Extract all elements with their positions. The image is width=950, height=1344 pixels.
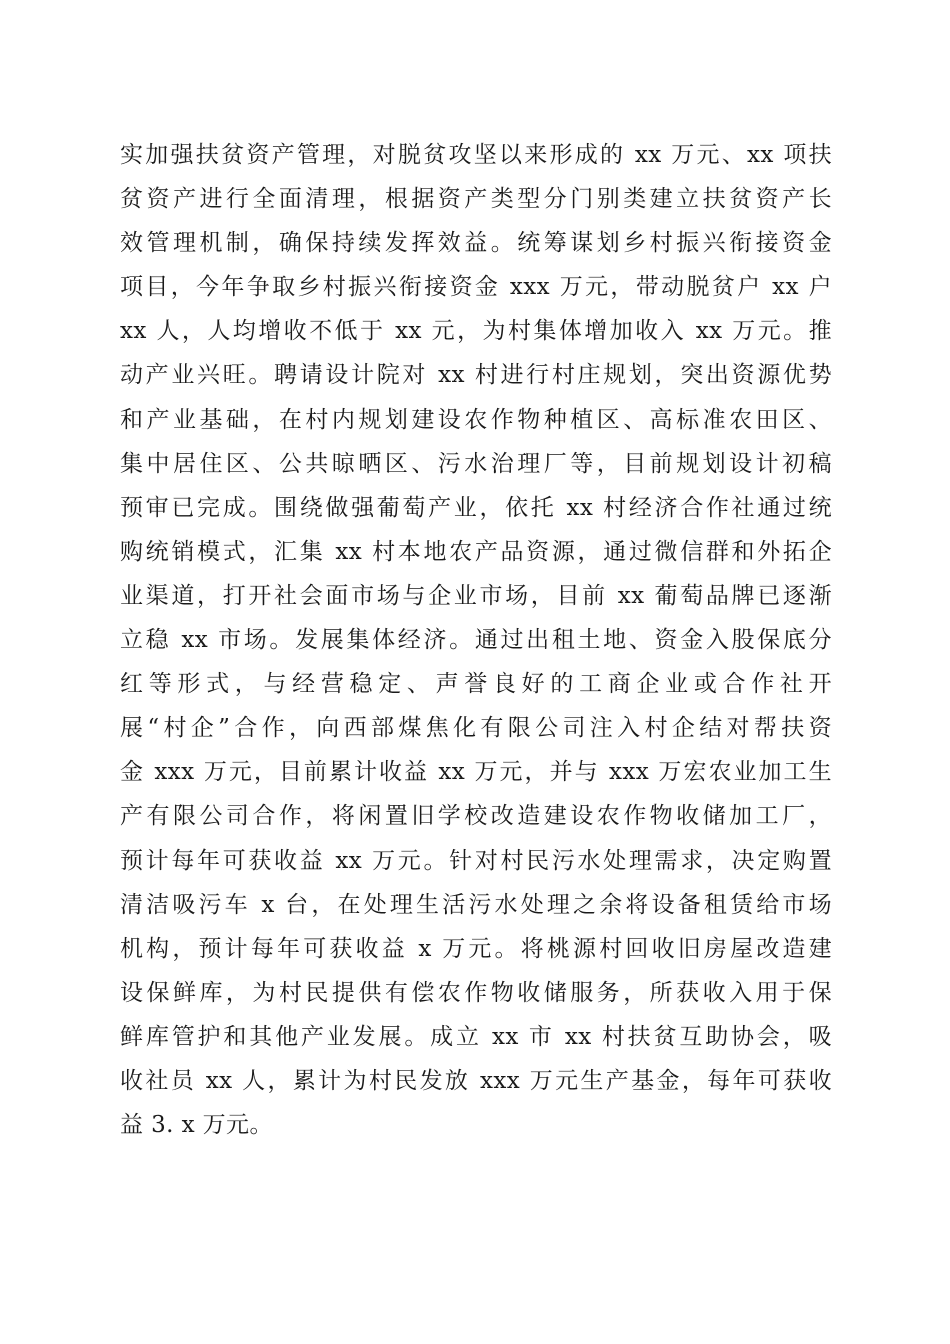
text-line: 和产业基础，在村内规划建设农作物种植区、高标准农田区、	[120, 406, 832, 433]
text-line: 项目，今年争取乡村振兴衔接资金 xxx 万元，带动脱贫户 xx 户	[120, 274, 832, 301]
text-line: 业渠道，打开社会面市场与企业市场，目前 xx 葡萄品牌已逐渐	[120, 582, 832, 609]
text-line: 动产业兴旺。聘请设计院对 xx 村进行村庄规划，突出资源优势	[120, 362, 832, 389]
text-line: 集中居住区、公共晾晒区、污水治理厂等，目前规划设计初稿	[120, 450, 832, 477]
text-line: 机构，预计每年可获收益 x 万元。将桃源村回收旧房屋改造建	[120, 935, 832, 962]
text-line: 益 3. x 万元。	[120, 1112, 273, 1139]
text-line: 购统销模式，汇集 xx 村本地农产品资源，通过微信群和外拓企	[120, 538, 832, 565]
text-line: 立稳 xx 市场。发展集体经济。通过出租土地、资金入股保底分	[120, 627, 832, 654]
text-line: 实加强扶贫资产管理，对脱贫攻坚以来形成的 xx 万元、xx 项扶	[120, 142, 832, 168]
body-paragraph	[120, 133, 832, 1147]
text-line: 设保鲜库，为村民提供有偿农作物收储服务，所获收入用于保	[120, 979, 832, 1006]
text-line: 金 xxx 万元，目前累计收益 xx 万元，并与 xxx 万宏农业加工生	[120, 759, 832, 786]
text-line: xx 人，人均增收不低于 xx 元，为村集体增加收入 xx 万元。推	[120, 318, 832, 345]
text-line: 产有限公司合作，将闲置旧学校改造建设农作物收储加工厂，	[120, 803, 832, 830]
text-line: 效管理机制，确保持续发挥效益。统筹谋划乡村振兴衔接资金	[120, 230, 832, 257]
text-line: 预审已完成。围绕做强葡萄产业，依托 xx 村经济合作社通过统	[120, 494, 832, 521]
text-line: 预计每年可获收益 xx 万元。针对村民污水处理需求，决定购置	[120, 847, 832, 874]
text-line: 鲜库管护和其他产业发展。成立 xx 市 xx 村扶贫互助协会，吸	[120, 1023, 832, 1050]
text-line: 展“村企”合作，向西部煤焦化有限公司注入村企结对帮扶资	[120, 715, 832, 742]
text-line: 贫资产进行全面清理，根据资产类型分门别类建立扶贫资产长	[120, 186, 832, 213]
text-line: 红等形式，与经营稳定、声誉良好的工商企业或合作社开	[120, 671, 832, 698]
text-line: 收社员 xx 人，累计为村民发放 xxx 万元生产基金，每年可获收	[120, 1067, 832, 1094]
text-line: 清洁吸污车 x 台，在处理生活污水处理之余将设备租赁给市场	[120, 891, 832, 918]
